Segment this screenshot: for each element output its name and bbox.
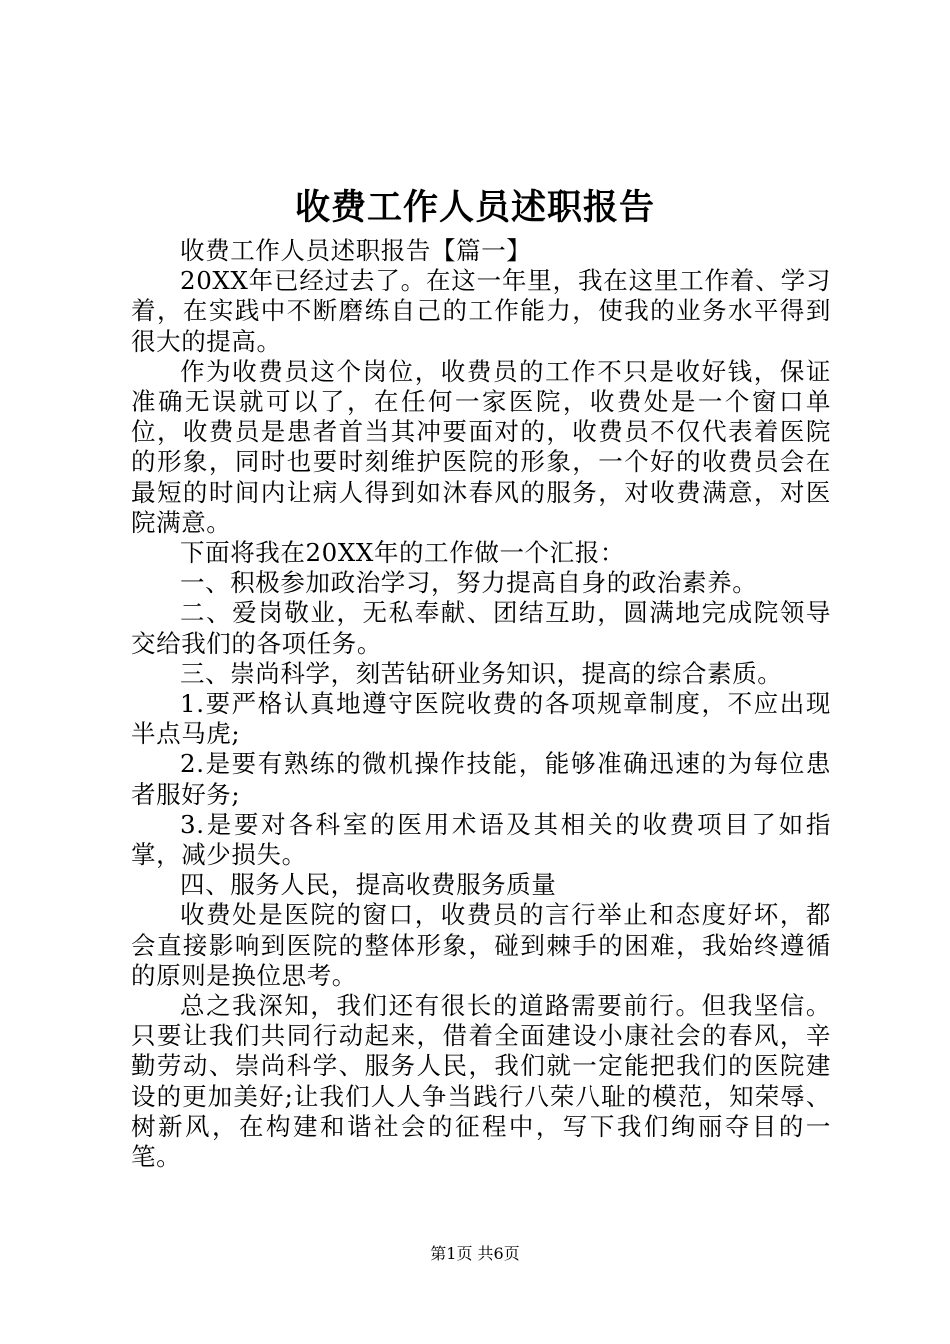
- page-number: 第1页 共6页: [430, 1244, 520, 1263]
- list-item: 3.是要对各科室的医用术语及其相关的收费项目了如指掌，减少损失。: [131, 809, 831, 870]
- document-title: 收费工作人员述职报告: [294, 187, 655, 228]
- paragraph: 20XX年已经过去了。在这一年里，我在这里工作着、学习着，在实践中不断磨练自己的工作能力，使我的业务水平得到很大的提高。: [131, 266, 831, 356]
- section-heading: 收费工作人员述职报告【篇一】: [180, 236, 532, 265]
- paragraph: 作为收费员这个岗位，收费员的工作不只是收好钱，保证准确无误就可以了，在任何一家医院，收费处是一个窗口单位，收费员是患者首当其冲要面对的，收费员不仅代表着医院的形象，同时也要时刻维护医院的形象，一个好的收费员会在最短的时间内让病人得到如沐春风的服务，对收费满意，对医院满意。: [131, 356, 831, 537]
- document-body: [131, 236, 831, 1172]
- list-heading: 一、积极参加政治学习，努力提高自身的政治素养。: [180, 568, 758, 598]
- list-heading: 四、服务人民，提高收费服务质量: [180, 870, 557, 900]
- paragraph: 收费处是医院的窗口，收费员的言行举止和态度好坏，都会直接影响到医院的整体形象，碰到棘手的困难，我始终遵循的原则是换位思考。: [131, 900, 831, 990]
- paragraph: 下面将我在20XX年的工作做一个汇报：: [180, 538, 625, 568]
- list-item: 2.是要有熟练的微机操作技能，能够准确迅速的为每位患者服好务;: [131, 749, 831, 809]
- paragraph: 总之我深知，我们还有很长的道路需要前行。但我坚信。只要让我们共同行动起来，借着全面建设小康社会的春风，辛勤劳动、崇尚科学、服务人民，我们就一定能把我们的医院建设的更加美好;让我们人人争当践行八荣八耻的模范，知荣辱、树新风，在构建和谐社会的征程中，写下我们绚丽夺目的一笔。: [131, 991, 831, 1172]
- list-heading: 三、崇尚科学，刻苦钻研业务知识，提高的综合素质。: [180, 658, 783, 688]
- list-item: 1.要严格认真地遵守医院收费的各项规章制度，不应出现半点马虎;: [131, 689, 831, 749]
- list-heading: 二、爱岗敬业，无私奉献、团结互助，圆满地完成院领导交给我们的各项任务。: [131, 598, 831, 658]
